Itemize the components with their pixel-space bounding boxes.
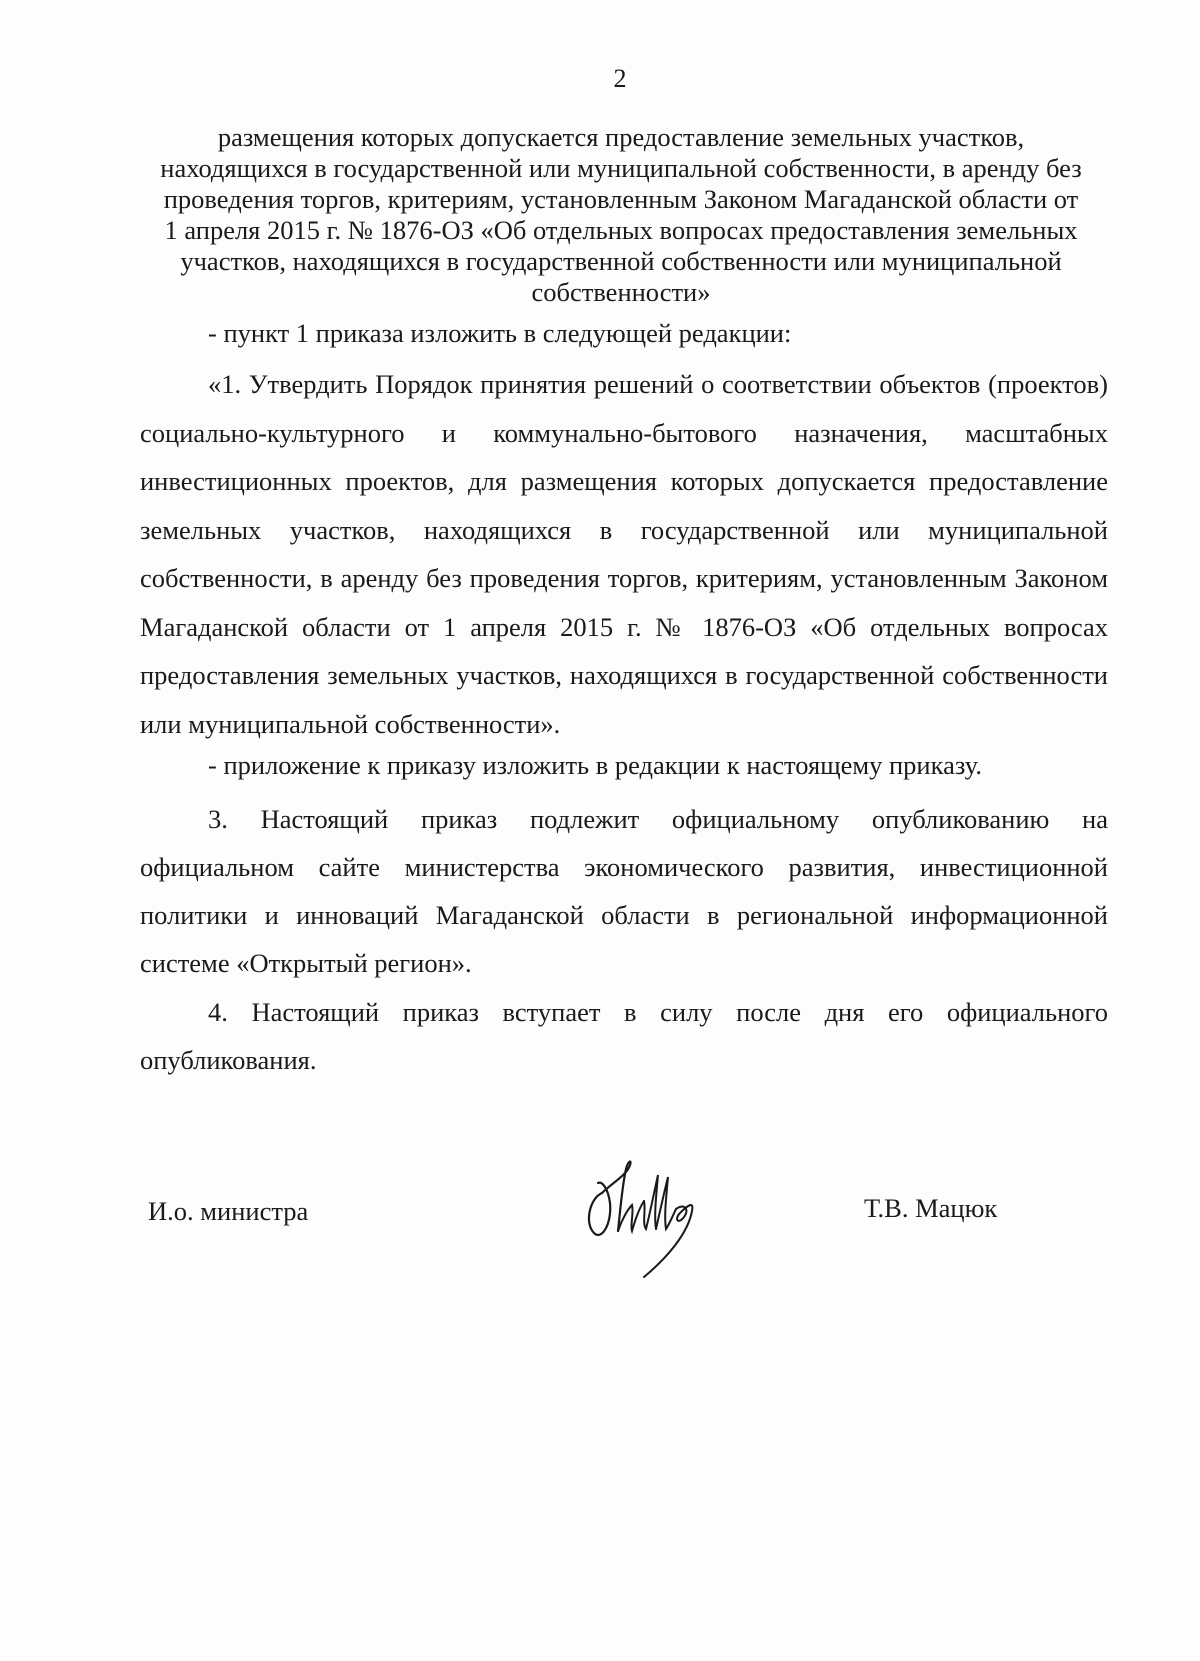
preamble-block: [136, 122, 1106, 308]
handwritten-signature: [572, 1153, 712, 1283]
item-4-paragraph: 4. Настоящий приказ вступает в силу после дня его официального опубликования.: [140, 997, 1108, 1075]
item-3-paragraph: 3. Настоящий приказ подлежит официальному опубликованию на официальном сайте министерства экономического развития, инвестиционной политики и инноваций Магаданской области в региональной информационной системе «Открытый регион».: [140, 804, 1108, 978]
preamble-line: участков, находящихся в государственной собственности или муниципальной: [180, 246, 1062, 276]
preamble-line: находящихся в государственной или муниципальной собственности, в аренду без: [160, 153, 1082, 183]
signatory-name: Т.В. Мацюк: [864, 1193, 998, 1223]
amendment-point-paragraph: - пункт 1 приказа изложить в следующей редакции:: [208, 318, 792, 348]
preamble-line: 1 апреля 2015 г. № 1876-ОЗ «Об отдельных вопросах предоставления земельных: [164, 215, 1078, 245]
signatory-position: И.о. министра: [148, 1196, 309, 1226]
preamble-line: проведения торгов, критериям, установленным Законом Магаданской области от: [163, 184, 1079, 214]
page-number: 2: [613, 64, 627, 93]
amendment-appendix-paragraph: - приложение к приказу изложить в редакции к настоящему приказу.: [208, 750, 982, 780]
quoted-point-paragraph: «1. Утвердить Порядок принятия решений о соответствии объектов (проектов) социально-культурного и коммунально-бытового назначения, масштабных инвестиционных проектов, для размещения которых допускается предоставление земельных участков, находящихся в государственной или муниципальной собственности, в аренду без проведения торгов, критериям, установленным Законом Магаданской области от 1 апреля 2015 г. № 1876-ОЗ «Об отдельных вопросах предоставления земельных участков, находящихся в государственной собственности или муниципальной собственности».: [140, 369, 1108, 739]
preamble-line: размещения которых допускается предоставление земельных участков,: [217, 122, 1025, 152]
preamble-line: собственности»: [531, 277, 711, 307]
